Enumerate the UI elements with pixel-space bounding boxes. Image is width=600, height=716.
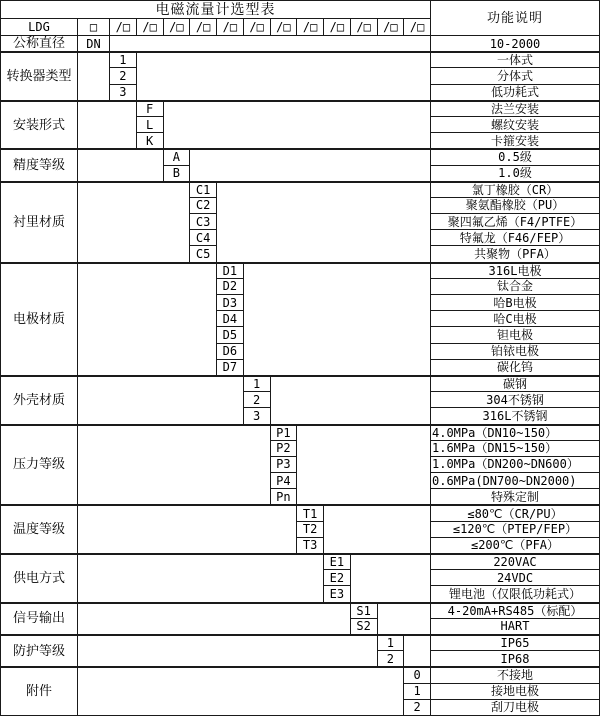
section-label: 附件: [1, 667, 77, 715]
section-label: 衬里材质: [1, 182, 77, 262]
option-code-cell: 2: [110, 68, 136, 83]
option-value-cell: 钛合金: [431, 279, 599, 294]
option-code-cell: P1: [271, 425, 297, 440]
option-code-cell: C4: [190, 230, 216, 245]
option-code-cell: D3: [217, 295, 243, 310]
table-title: 电磁流量计选型表: [1, 1, 430, 18]
option-value-cell: 304不锈钢: [431, 392, 599, 407]
dn-label: 公称直径: [1, 36, 77, 51]
option-code-cell: F: [137, 101, 163, 116]
section-label: 温度等级: [1, 505, 77, 553]
option-value-cell: 哈B电极: [431, 295, 599, 310]
spacer-cell: [137, 52, 430, 100]
option-code-cell: D5: [217, 327, 243, 342]
option-code-cell: P2: [271, 441, 297, 456]
option-value-cell: ≤200℃（PFA）: [431, 538, 599, 553]
model-slot-cell: /□: [351, 19, 377, 35]
option-value-cell: 锂电池（仅限低功耗式）: [431, 586, 599, 601]
option-value-cell: IP68: [431, 651, 599, 666]
option-code-cell: 2: [404, 700, 430, 715]
option-value-cell: 特氟龙（F46/FEP）: [431, 230, 599, 245]
option-code-cell: E1: [324, 554, 350, 569]
option-value-cell: 316L不锈钢: [431, 408, 599, 423]
option-value-cell: IP65: [431, 635, 599, 650]
option-value-cell: 共聚物（PFA）: [431, 246, 599, 261]
option-code-cell: 2: [378, 651, 404, 666]
option-code-cell: 1: [244, 376, 270, 391]
spacer-cell: [78, 635, 377, 666]
option-value-cell: 聚四氟乙烯（F4/PTFE）: [431, 214, 599, 229]
option-value-cell: ≤120℃（PTEP/FEP）: [431, 522, 599, 537]
option-code-cell: 1: [404, 684, 430, 699]
option-value-cell: HART: [431, 619, 599, 634]
spacer-cell: [190, 149, 430, 180]
option-value-cell: ≤80℃（CR/PU）: [431, 505, 599, 520]
spacer-cell: [78, 182, 189, 262]
option-value-cell: 24VDC: [431, 570, 599, 585]
section-label: 电极材质: [1, 263, 77, 375]
model-slot-cell: /□: [164, 19, 190, 35]
model-slot-cell: /□: [137, 19, 163, 35]
spacer-cell: [78, 149, 163, 180]
section-label: 供电方式: [1, 554, 77, 602]
option-code-cell: 1: [378, 635, 404, 650]
spacer-cell: [78, 425, 270, 505]
option-value-cell: 220VAC: [431, 554, 599, 569]
spacer-cell: [78, 554, 323, 602]
option-value-cell: 1.0级: [431, 166, 599, 181]
spacer-cell: [271, 376, 431, 424]
spacer-cell: [378, 603, 431, 634]
option-value-cell: 低功耗式: [431, 85, 599, 100]
spacer-cell: [78, 505, 296, 553]
section-label: 压力等级: [1, 425, 77, 505]
option-code-cell: C5: [190, 246, 216, 261]
option-code-cell: 3: [244, 408, 270, 423]
option-value-cell: 卡箍安装: [431, 133, 599, 148]
spacer-cell: [351, 554, 430, 602]
spacer-cell: [297, 425, 430, 505]
section-label: 信号输出: [1, 603, 77, 634]
option-value-cell: 螺纹安装: [431, 117, 599, 132]
spacer-cell: [78, 376, 243, 424]
option-value-cell: 分体式: [431, 68, 599, 83]
option-code-cell: K: [137, 133, 163, 148]
model-slot-cell: /□: [271, 19, 297, 35]
option-code-cell: T3: [297, 538, 323, 553]
spacer-cell: [78, 667, 403, 715]
option-code-cell: P3: [271, 457, 297, 472]
spacer-cell: [217, 182, 430, 262]
option-value-cell: 316L电极: [431, 263, 599, 278]
option-value-cell: 碳钢: [431, 376, 599, 391]
model-slot-cell: /□: [190, 19, 216, 35]
model-box-cell: □: [78, 19, 109, 35]
spacer-cell: [78, 101, 136, 149]
option-code-cell: C2: [190, 198, 216, 213]
option-code-cell: 0: [404, 667, 430, 682]
option-code-cell: Pn: [271, 489, 297, 504]
option-value-cell: 钽电极: [431, 327, 599, 342]
model-slot-cell: /□: [217, 19, 243, 35]
option-value-cell: 1.0MPa（DN200~DN600）: [431, 457, 599, 472]
spacer-cell: [78, 52, 109, 100]
spacer-cell: [110, 36, 430, 51]
option-code-cell: A: [164, 149, 190, 164]
section-label: 安装形式: [1, 101, 77, 149]
option-code-cell: T1: [297, 505, 323, 520]
option-value-cell: 4.0MPa（DN10~150）: [431, 425, 599, 440]
option-value-cell: 不接地: [431, 667, 599, 682]
model-slot-cell: /□: [244, 19, 270, 35]
option-code-cell: 3: [110, 85, 136, 100]
option-code-cell: D6: [217, 344, 243, 359]
option-code-cell: D2: [217, 279, 243, 294]
option-code-cell: 1: [110, 52, 136, 67]
section-label: 精度等级: [1, 149, 77, 180]
option-value-cell: 4-20mA+RS485（标配）: [431, 603, 599, 618]
spacer-cell: [164, 101, 431, 149]
model-slot-cell: /□: [110, 19, 136, 35]
option-value-cell: 1.6MPa（DN15~150）: [431, 441, 599, 456]
option-code-cell: T2: [297, 522, 323, 537]
function-column-header: 功能说明: [431, 1, 599, 35]
option-value-cell: 法兰安装: [431, 101, 599, 116]
spacer-cell: [324, 505, 430, 553]
option-value-cell: 氯丁橡胶（CR）: [431, 182, 599, 197]
model-prefix-cell: LDG: [1, 19, 77, 35]
option-value-cell: 聚氨酯橡胶（PU）: [431, 198, 599, 213]
option-code-cell: D7: [217, 360, 243, 375]
option-value-cell: 一体式: [431, 52, 599, 67]
spacer-cell: [404, 635, 430, 666]
spacer-cell: [78, 263, 216, 375]
option-code-cell: C1: [190, 182, 216, 197]
option-value-cell: 哈C电极: [431, 311, 599, 326]
option-value-cell: 碳化钨: [431, 360, 599, 375]
dn-code-cell: DN: [78, 36, 109, 51]
option-code-cell: S1: [351, 603, 377, 618]
spacer-cell: [78, 603, 350, 634]
spacer-cell: [244, 263, 430, 375]
option-value-cell: 0.6MPa(DN700~DN2000): [431, 473, 599, 488]
option-code-cell: D4: [217, 311, 243, 326]
option-value-cell: 0.5级: [431, 149, 599, 164]
option-code-cell: C3: [190, 214, 216, 229]
option-code-cell: B: [164, 166, 190, 181]
model-slot-cell: /□: [324, 19, 350, 35]
section-label: 防护等级: [1, 635, 77, 666]
option-code-cell: E3: [324, 586, 350, 601]
model-slot-cell: /□: [404, 19, 430, 35]
option-code-cell: 2: [244, 392, 270, 407]
option-value-cell: 铂铱电极: [431, 344, 599, 359]
option-code-cell: D1: [217, 263, 243, 278]
option-value-cell: 特殊定制: [431, 489, 599, 504]
option-code-cell: L: [137, 117, 163, 132]
option-code-cell: E2: [324, 570, 350, 585]
option-value-cell: 接地电极: [431, 684, 599, 699]
option-code-cell: S2: [351, 619, 377, 634]
section-label: 外壳材质: [1, 376, 77, 424]
section-label: 转换器类型: [1, 52, 77, 100]
dn-value-cell: 10-2000: [431, 36, 599, 51]
option-value-cell: 刮刀电极: [431, 700, 599, 715]
model-slot-cell: /□: [378, 19, 404, 35]
option-code-cell: P4: [271, 473, 297, 488]
model-slot-cell: /□: [297, 19, 323, 35]
